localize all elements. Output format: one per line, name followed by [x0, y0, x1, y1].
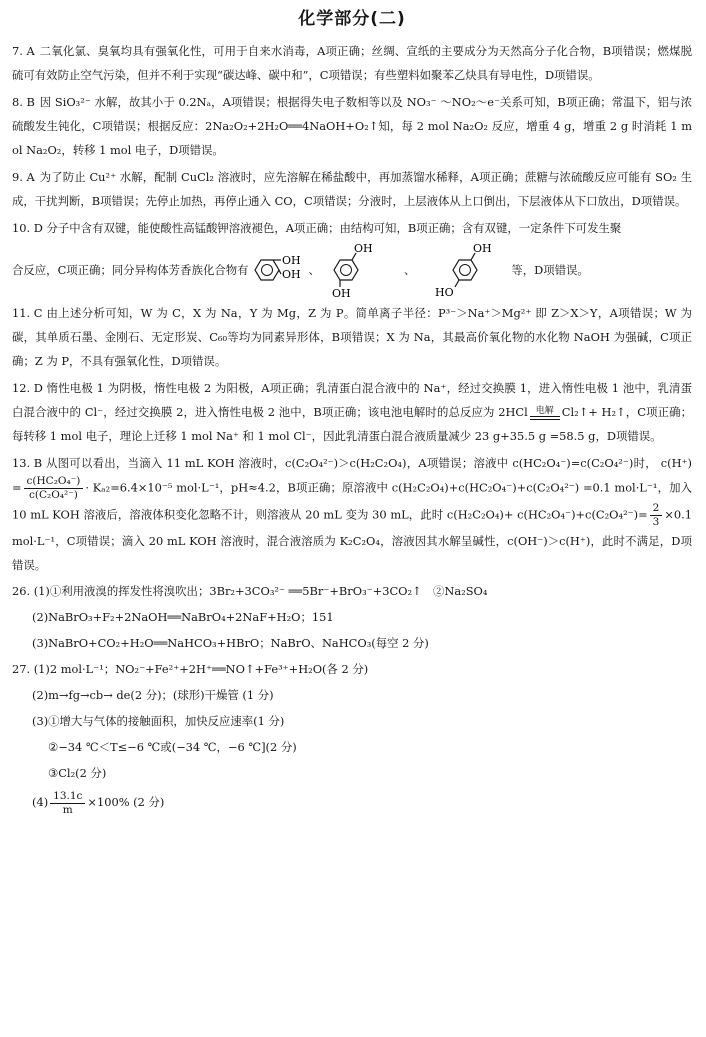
- answer-8-number: 8. B: [12, 95, 35, 109]
- answer-26-line-1: 26. (1)①利用液溴的挥发性将溴吹出；3Br₂+3CO₃²⁻ ══5Br⁻+BrO₃⁻+3CO₂↑ ②Na₂SO₄: [12, 584, 488, 598]
- answer-13-number: 13. B: [12, 456, 43, 470]
- answer-10-sep-2: 、: [403, 263, 416, 277]
- answer-10-number: 10. D: [12, 221, 43, 235]
- purity-fraction: [50, 790, 85, 817]
- answer-27-part4-rest: ×100% (2 分): [87, 795, 165, 809]
- answer-13-text: 从图可以看出，当滴入 11 mL KOH 溶液时，c(C₂O₄²⁻)＞c(H₂C₂O₄)，A项错误；溶液中 c(HC₂O₄⁻)=c(C₂O₄²⁻)时，: [46, 456, 657, 470]
- resorcinol-structure: [320, 242, 382, 298]
- answer-27-line-1: 27. (1)2 mol·L⁻¹；NO₂⁻+Fe²⁺+2H⁺══NO↑+Fe³⁺+H₂O(各 2 分): [12, 662, 369, 676]
- ka2-fraction-denominator: c(C₂O₄²⁻): [29, 489, 78, 501]
- answer-13-text-2: · Kₐ₂=6.4×10⁻⁵ mol·L⁻¹，pH≈4.2，B项正确；原溶液中 c(H₂C₂O₄)+c(HC₂O₄⁻)+c(C₂O₄²⁻) =0.1 mol·L⁻¹，加入 10 mL KOH 溶液后，溶液体积变化忽略不计，则溶液从 20 mL 变为 30 mL，此时 c(H₂C₂O₄)+ c(HC₂O₄⁻)+c(C₂O₄²⁻)=: [12, 480, 692, 522]
- answer-27-line-4: ②−34 ℃＜T≤−6 ℃或(−34 ℃，−6 ℃](2 分): [48, 740, 297, 754]
- answer-11-number: 11. C: [12, 306, 43, 320]
- ka2-fraction: [24, 475, 84, 502]
- electrolysis-label: 电解: [535, 406, 554, 416]
- purity-numerator: 13.1c: [50, 790, 85, 804]
- catechol-structure: [249, 247, 309, 293]
- answer-7-text: 二氧化氯、臭氧均具有强氧化性，可用于自来水消毒，A项正确；丝绸、宣纸的主要成分为天然高分子化合物，B项错误；燃煤脱硫可有效防止空气污染，但并不利于实现“碳达峰、碳中和”，C项错误；有些塑料如聚苯乙炔具有导电性，D项错误。: [12, 44, 692, 82]
- answer-10-end: 等，D项错误。: [511, 263, 589, 277]
- answer-10-sep-1: 、: [308, 263, 320, 277]
- answer-9-text: 为了防止 Cu²⁺ 水解，配制 CuCl₂ 溶液时，应先溶解在稀盐酸中，再加蒸馏水稀释，A项正确；蔗糖与浓硫酸反应可能有 SO₂ 生成，干扰判断，B项错误；先停止加热，再停止通入 CO，C项错误；分液时，上层液体从上口倒出，下层液体从下口放出，D项错误。: [12, 170, 692, 208]
- resorcinol-oh-2: OH: [331, 287, 351, 298]
- answer-10: [12, 216, 692, 240]
- answer-10-text: 分子中含有双键，能使酸性高锰酸钾溶液褪色，A项正确；由结构可知，B项正确；含有双键，一定条件下可发生聚: [46, 221, 622, 235]
- two-thirds-fraction: [650, 502, 663, 529]
- answer-26-line-3: (3)NaBrO+CO₂+H₂O══NaHCO₃+HBrO；NaBrO、NaHCO₃(每空 2 分): [32, 636, 429, 650]
- page-title: 化学部分(二): [298, 9, 406, 29]
- answer-27-line-5: ③Cl₂(2 分): [48, 766, 107, 780]
- answer-10-isomers: [12, 242, 692, 298]
- answer-27-line-6: [12, 787, 692, 817]
- answer-12: [12, 376, 692, 448]
- answer-27-line-3: (3)①增大与气体的接触面积，加快反应速率(1 分): [32, 714, 285, 728]
- two-thirds-denominator: 3: [652, 516, 660, 528]
- answer-26-line-2: (2)NaBrO₃+F₂+2NaOH══NaBrO₄+2NaF+H₂O；151: [32, 610, 334, 624]
- answer-11-text: 由上述分析可知，W 为 C，X 为 Na，Y 为 Mg，Z 为 P。简单离子半径：P³⁻＞Na⁺＞Mg²⁺ 即 Z＞X＞Y，A项错误；W 为碳，其单质石墨、金刚石、无定形炭、C₆₀等均为同素异形体，B项错误；X 为 Na，其最高价氧化物的水化物 NaOH 为强碱，C项正确；Z 为 P，不具有强氧化性，D项错误。: [12, 306, 692, 368]
- purity-denominator: m: [62, 803, 73, 816]
- answer-12-text: 惰性电极 1 为阴极，惰性电极 2 为阳极，A项正确；乳清蛋白混合液中的 Na⁺，经过交换膜 1，进入惰性电极 1 池中，乳清蛋白混合液中的 Cl⁻，经过交换膜 2，进入惰性电极 2 池中，B项正确；该电池电解时的总反应为 2HCl: [12, 381, 692, 419]
- answer-13-lhs: c(H⁺)=: [12, 456, 692, 495]
- catechol-oh-1: OH: [281, 254, 301, 267]
- two-thirds-numerator: 2: [650, 502, 663, 516]
- ka2-fraction-numerator: c(HC₂O₄⁻): [24, 475, 84, 489]
- answer-9: [12, 165, 692, 213]
- answer-12-text-2: Cl₂↑+ H₂↑，C项正确；每转移 1 mol 电子，理论上迁移 1 mol Na⁺ 和 1 mol Cl⁻，因此乳清蛋白混合液质量减少 23 g+35.5 g =58.5 g，D项错误。: [12, 405, 692, 443]
- catechol-oh-2: OH: [281, 268, 301, 281]
- answer-27-line-2: (2)m→fg→cb→ de(2 分)；(球形)干燥管 (1 分): [32, 688, 274, 702]
- hydroquinone-ho: HO: [435, 286, 454, 298]
- resorcinol-oh-1: OH: [353, 242, 373, 255]
- hydroquinone-structure: [415, 242, 505, 298]
- answer-13-text-3: ×0.1 mol·L⁻¹，C项错误；滴入 20 mL KOH 溶液时，混合液溶质为 K₂C₂O₄，溶液因其水解呈碱性，c(OH⁻)＞c(H⁺)，此时不满足，D项错误。: [12, 507, 692, 572]
- answer-9-number: 9. A: [12, 170, 35, 184]
- answer-11: [12, 301, 692, 373]
- electrolysis-condition: [530, 406, 560, 420]
- answer-10-text-2: 合反应，C项正确；同分异构体芳香族化合物有: [12, 263, 249, 277]
- answer-12-number: 12. D: [12, 381, 43, 395]
- answer-13: [12, 451, 692, 577]
- answer-27-part4-label: (4): [32, 795, 49, 809]
- answer-7: [12, 39, 692, 87]
- hydroquinone-oh: OH: [473, 242, 492, 255]
- answer-7-number: 7. A: [12, 44, 35, 58]
- answer-8: [12, 90, 692, 162]
- answer-8-text: 因 SiO₃²⁻ 水解，故其小于 0.2Nₐ，A项错误；根据得失电子数相等以及 NO₃⁻ ～NO₂～e⁻关系可知，B项正确；常温下，铝与浓硫酸发生钝化，C项错误；根据反应：2Na₂O₂+2H₂O══4NaOH+O₂↑知，每 2 mol Na₂O₂ 反应，增重 4 g，增重 2 g 时消耗 1 mol Na₂O₂，转移 1 mol 电子，D项错误。: [12, 95, 693, 157]
